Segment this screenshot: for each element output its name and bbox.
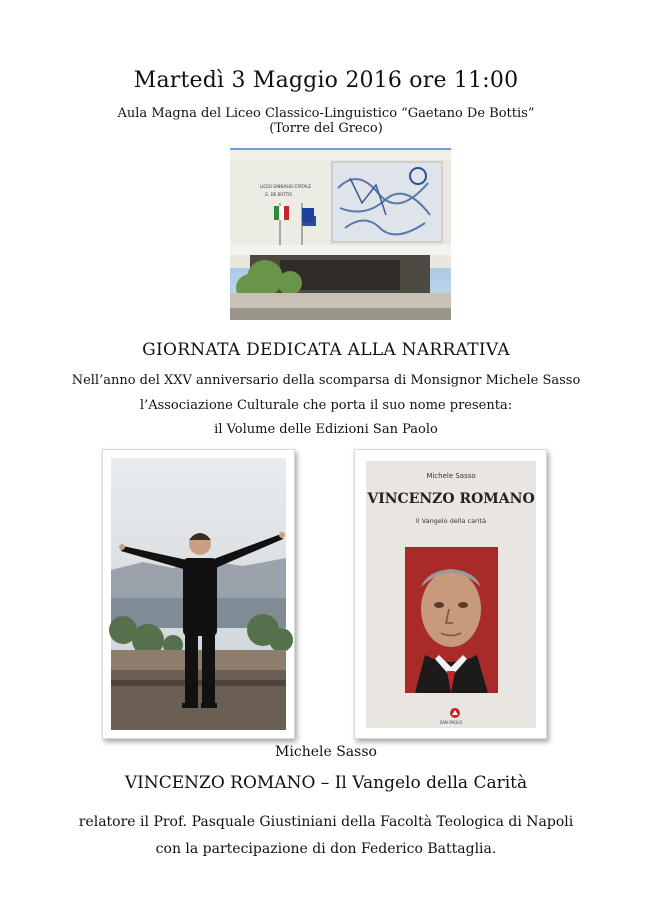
event-venue: Aula Magna del Liceo Classico-Linguistico “Gaetano De Bottis” — [117, 106, 535, 121]
author-photo — [102, 449, 295, 739]
caption-title: VINCENZO ROMANO – Il Vangelo della Carità — [124, 773, 528, 793]
school-sign-line1: LICEO GINNASIO STATALE — [260, 184, 312, 189]
book-title: VINCENZO ROMANO — [367, 491, 535, 507]
speaker-line-2: con la partecipazione di don Federico Battaglia. — [155, 841, 497, 857]
intro-line-3: il Volume delle Edizioni San Paolo — [214, 422, 438, 437]
headline: GIORNATA DEDICATA ALLA NARRATIVA — [142, 340, 510, 360]
event-city: (Torre del Greco) — [269, 121, 383, 136]
intro-line-2: l’Associazione Culturale che porta il suo nome presenta: — [139, 398, 513, 413]
caption-author: Michele Sasso — [275, 744, 377, 760]
school-building-photo — [230, 148, 451, 320]
event-date: Martedì 3 Maggio 2016 ore 11:00 — [133, 68, 519, 93]
publisher-name: SAN PAOLO — [439, 720, 463, 725]
book-subtitle: Il Vangelo della carità — [415, 517, 487, 525]
book-author: Michele Sasso — [426, 472, 476, 480]
book-cover — [354, 449, 547, 739]
intro-line-1: Nell’anno del XXV anniversario della scomparsa di Monsignor Michele Sasso — [71, 373, 581, 388]
speaker-line-1: relatore il Prof. Pasquale Giustiniani della Facoltà Teologica di Napoli — [78, 814, 574, 830]
saint-portrait — [405, 547, 498, 693]
school-sign-line2: G. DE BOTTIS — [265, 192, 292, 197]
publisher-logo-icon — [449, 707, 461, 719]
